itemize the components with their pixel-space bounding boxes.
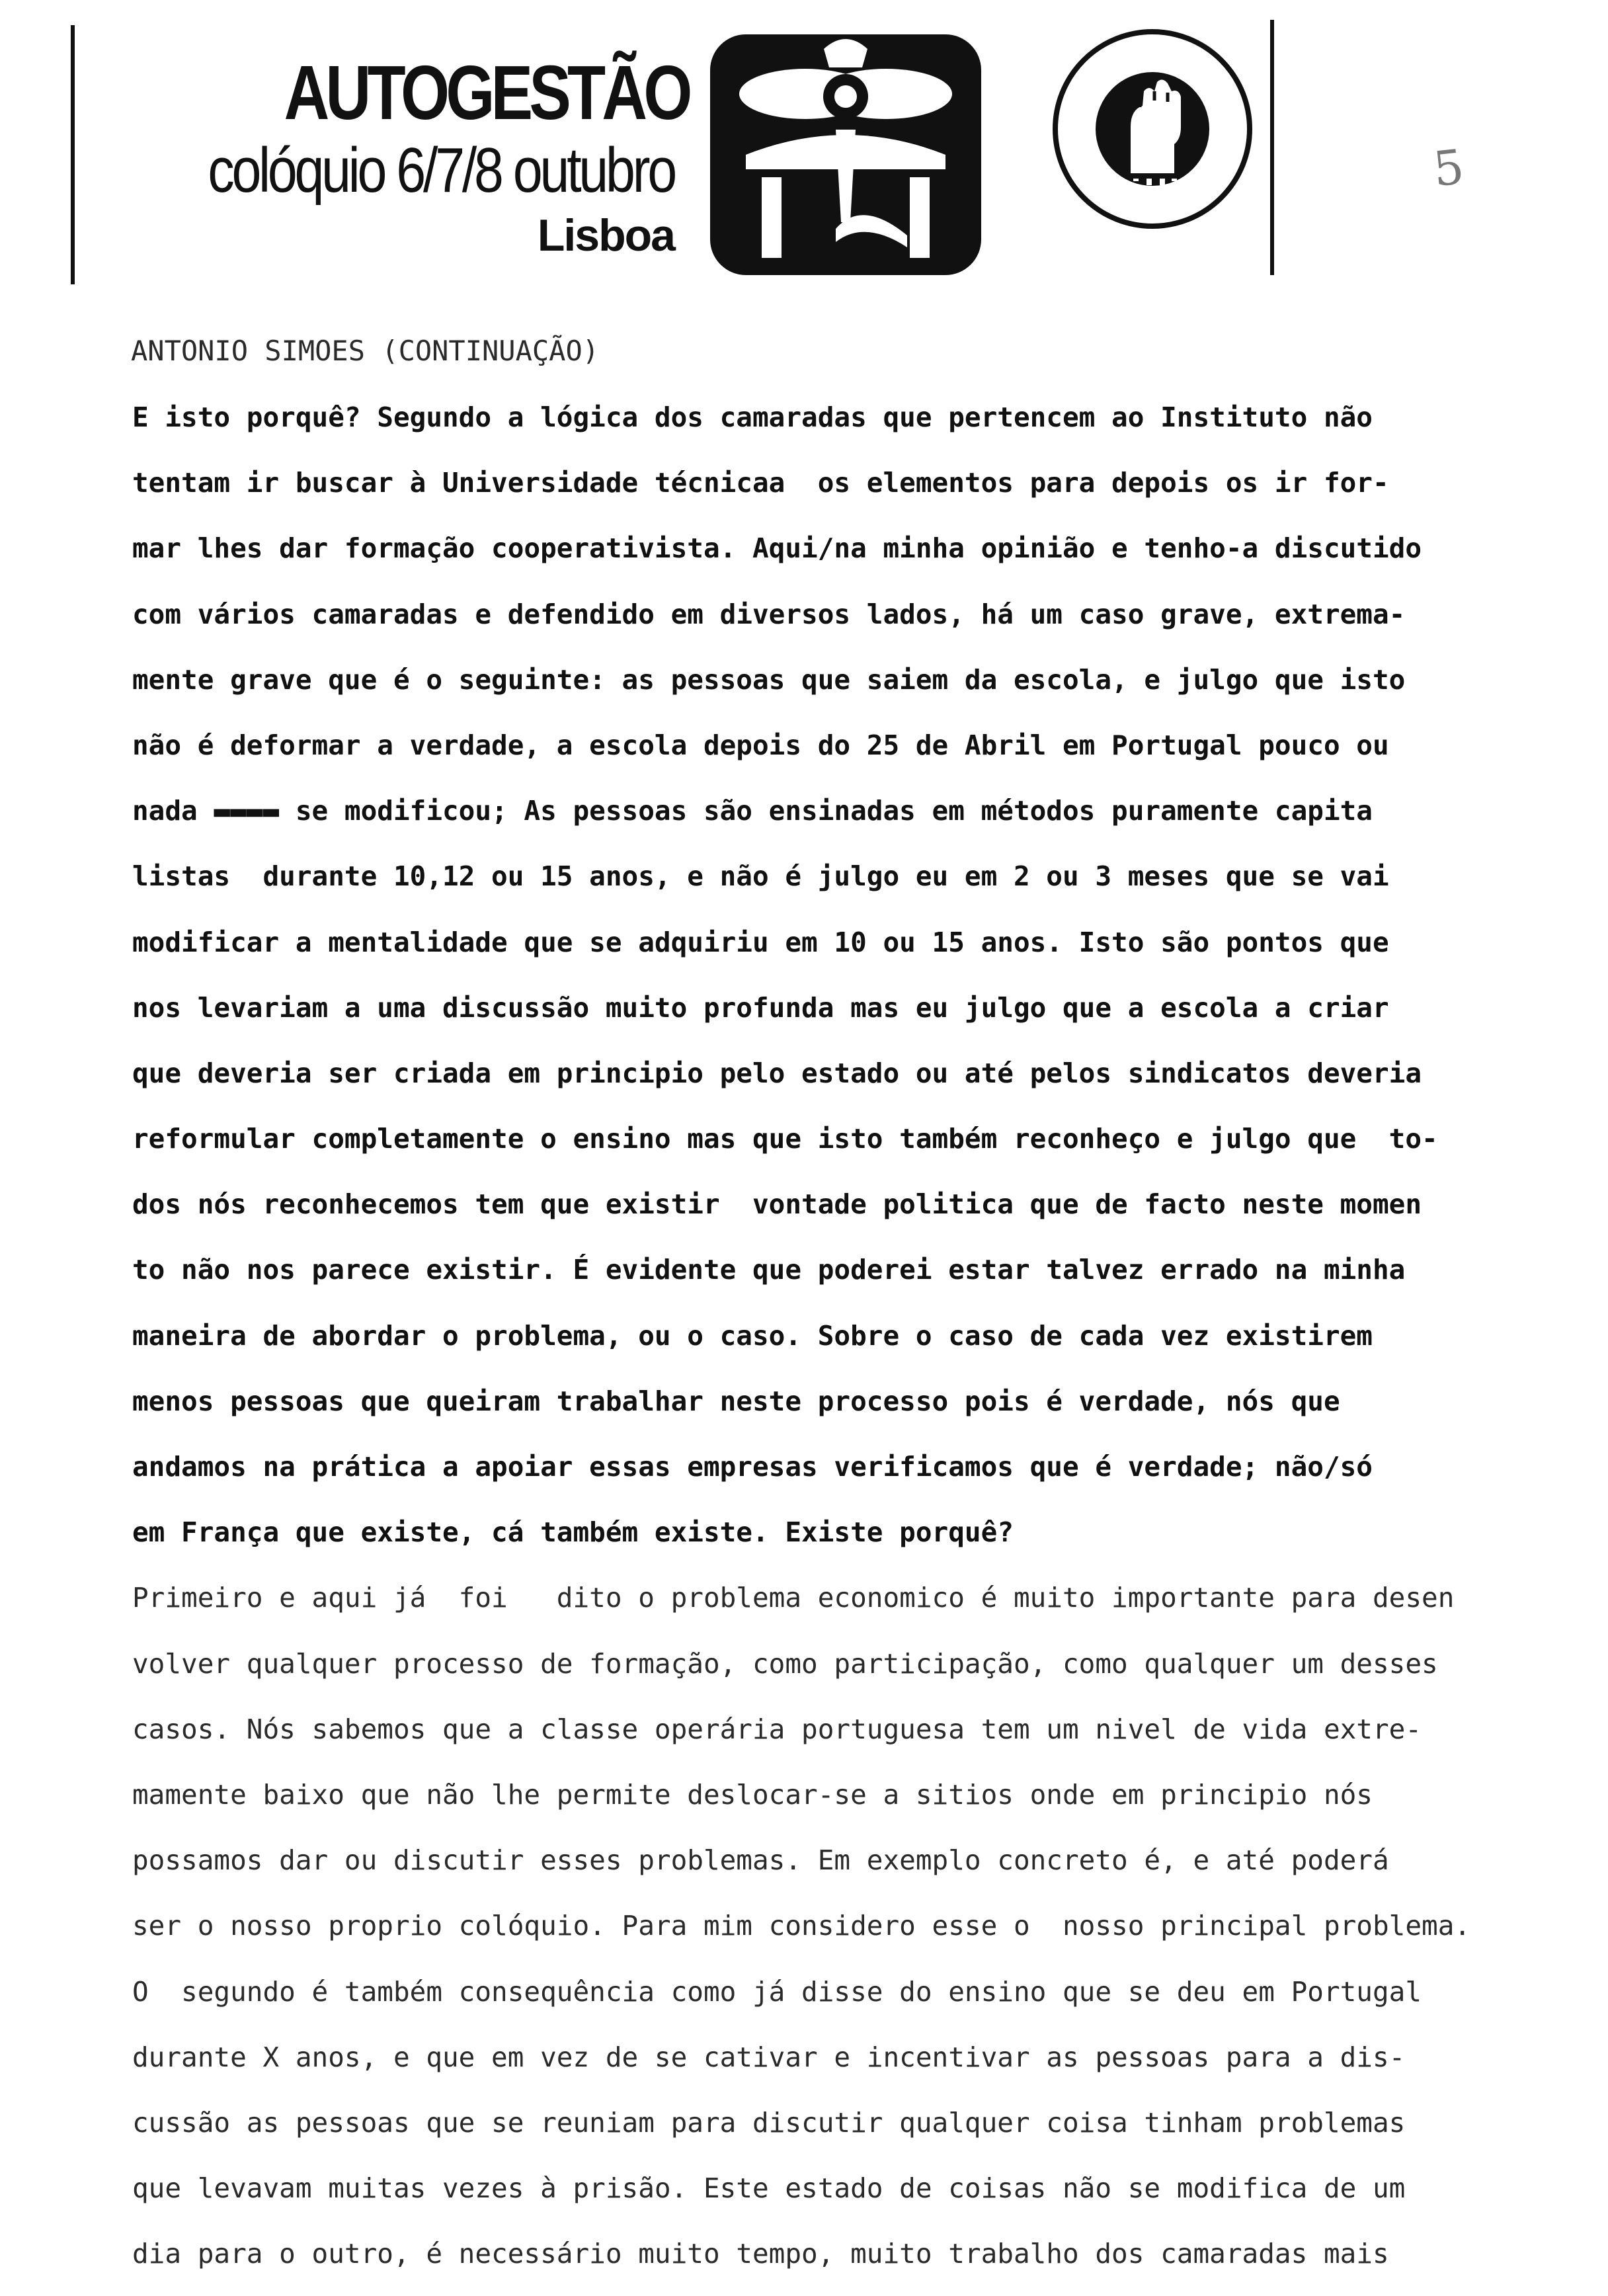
text-line: não é deformar a verdade, a escola depois do 25 de Abril em Portugal pouco ou — [132, 729, 1389, 761]
text-line: que levavam muitas vezes à prisão. Este estado de coisas não se modifica de um — [132, 2172, 1406, 2205]
text-line: mente grave que é o seguinte: as pessoas que saiem da escola, e julgo que isto — [132, 663, 1406, 696]
text-line: andamos na prática a apoiar essas empresas verificamos que é verdade; não/só — [132, 1451, 1373, 1483]
text-line: menos pessoas que queiram trabalhar neste processo pois é verdade, nós que — [132, 1385, 1340, 1417]
text-line: em França que existe, cá também existe. Existe porquê? — [132, 1516, 1014, 1549]
text-line: O segundo é também consequência como já disse do ensino que se deu em Portugal — [132, 1975, 1422, 2008]
text-line: com vários camaradas e defendido em diversos lados, há um caso grave, extrema- — [132, 598, 1406, 630]
text-line: volver qualquer processo de formação, como participação, como qualquer um desses — [132, 1647, 1438, 1680]
text-line: E isto porquê? Segundo a lógica dos camaradas que pertencem ao Instituto não — [132, 401, 1373, 433]
text-line: mamente baixo que não lhe permite deslocar-se a sitios onde em principio nós — [132, 1778, 1373, 1811]
header-title: AUTOGESTÃO — [284, 50, 689, 136]
header-subtitle: colóquio 6/7/8 outubro — [208, 135, 674, 206]
text-line: maneira de abordar o problema, ou o caso. Sobre o caso de cada vez existirem — [132, 1319, 1373, 1352]
text-line: cussão as pessoas que se reuniam para discutir qualquer coisa tinham problemas — [132, 2106, 1406, 2139]
header-city: Lisboa — [537, 210, 674, 261]
text-line: nada ▬▬▬▬ se modificou; As pessoas são ensinadas em métodos puramente capita — [132, 795, 1373, 827]
text-line: nos levariam a uma discussão muito profunda mas eu julgo que a escola a criar — [132, 991, 1389, 1024]
speaker-byline: ANTONIO SIMOES (CONTINUAÇÃO) — [131, 335, 600, 367]
text-line: mar lhes dar formação cooperativista. Aqui/na minha opinião e tenho-a discutido — [132, 532, 1422, 565]
text-line: ser o nosso proprio colóquio. Para mim considero esse o nosso principal problema. — [132, 1910, 1471, 1942]
fist-rose-icon — [1051, 28, 1254, 230]
page-number: 5 — [1430, 138, 1467, 198]
text-line: to não nos parece existir. É evidente que poderei estar talvez errado na minha — [132, 1254, 1406, 1286]
text-line: listas durante 10,12 ou 15 anos, e não é julgo eu em 2 ou 3 meses que se vai — [132, 860, 1389, 893]
text-line: casos. Nós sabemos que a classe operária portuguesa tem um nivel de vida extre- — [132, 1713, 1422, 1745]
text-line: dos nós reconhecemos tem que existir vontade politica que de facto neste momen — [132, 1188, 1422, 1221]
header-right-rule — [1270, 20, 1274, 275]
partido-socialista-logo — [1051, 28, 1254, 230]
transcript-body — [132, 385, 1521, 2287]
autogestao-logo-icon — [706, 30, 985, 279]
text-line: tentam ir buscar à Universidade técnicaa os elementos para depois os ir for- — [132, 467, 1389, 499]
text-line: reformular completamente o ensino mas que isto também reconheço e julgo que to- — [132, 1123, 1438, 1155]
text-line: modificar a mentalidade que se adquiriu em 10 ou 15 anos. Isto são pontos que — [132, 926, 1389, 958]
text-line: que deveria ser criada em principio pelo estado ou até pelos sindicatos deveria — [132, 1057, 1422, 1089]
text-line: durante X anos, e que em vez de se cativar e incentivar as pessoas para a dis- — [132, 2041, 1406, 2073]
header-left-rule — [71, 25, 75, 284]
text-line: Primeiro e aqui já foi dito o problema economico é muito importante para desen — [132, 1582, 1455, 1614]
text-line: dia para o outro, é necessário muito tempo, muito trabalho dos camaradas mais — [132, 2238, 1389, 2270]
text-line: possamos dar ou discutir esses problemas. Em exemplo concreto é, e até poderá — [132, 1844, 1389, 1877]
